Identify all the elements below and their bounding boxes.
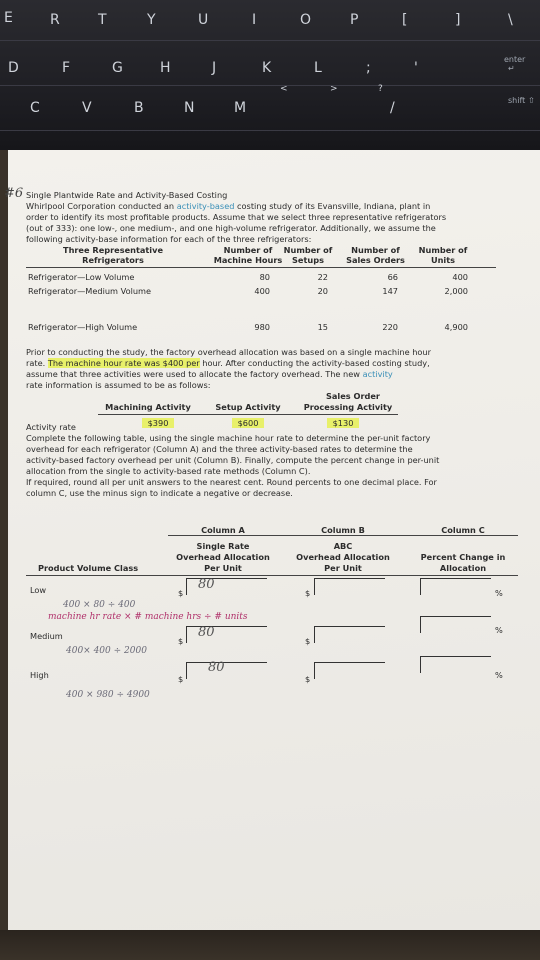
para-line: rate information is assumed to be as follows:	[26, 380, 211, 390]
key-less-than: <	[280, 84, 288, 94]
key-shift: shift	[508, 96, 526, 105]
key-n: N	[184, 100, 195, 116]
col-b-header: Overhead Allocation	[296, 552, 390, 562]
col-b-header: Per Unit	[324, 563, 362, 573]
key-l: L	[314, 60, 322, 76]
table-cell: 400	[254, 286, 270, 296]
rate-value: $390	[128, 418, 188, 429]
dollar-sign: $	[178, 588, 184, 598]
key-o: O	[300, 12, 312, 28]
key-bracket-left: [	[402, 12, 408, 28]
instruction-line: Complete the following table, using the single machine hour rate to determine the per-unit factory	[26, 433, 431, 443]
table-cell: 80	[259, 272, 270, 282]
col-c-header: Percent Change in	[420, 552, 506, 562]
para-line: Prior to conducting the study, the factory overhead allocation was based on a single machine hour	[26, 347, 431, 357]
medium-col-c-input[interactable]	[420, 616, 491, 633]
instruction-line: overhead for each refrigerator (Column A) and the three activity-based rates to determine the	[26, 444, 413, 454]
col-header: Number of	[283, 245, 333, 255]
col-c-title: Column C	[441, 525, 485, 535]
rate-header: Processing Activity	[303, 402, 393, 412]
col-header: Number of	[351, 245, 400, 255]
rate-header: Sales Order	[326, 391, 380, 401]
low-col-a-value: 80	[198, 577, 215, 592]
key-d: D	[8, 60, 19, 76]
key-j: J	[212, 60, 217, 76]
key-row-divider	[0, 40, 540, 41]
col-header: Setups	[292, 255, 324, 265]
key-f: F	[62, 60, 71, 76]
table-cell: 20	[317, 286, 328, 296]
intro-line: following activity-base information for each of the three refrigerators:	[26, 234, 312, 244]
key-t: T	[98, 12, 107, 28]
key-u: U	[198, 12, 209, 28]
instruction-line: allocation from the single to activity-based rate methods (Column C).	[26, 466, 311, 476]
table-cell: 400	[452, 272, 468, 282]
col-header: Sales Orders	[346, 255, 405, 265]
key-y: Y	[147, 12, 156, 28]
key-c: C	[30, 100, 40, 116]
dollar-sign: $	[305, 674, 311, 684]
rate-value: $130	[318, 418, 368, 429]
row-label-medium: Medium	[30, 631, 63, 641]
high-col-c-input[interactable]	[420, 656, 491, 673]
key-backslash: \	[508, 12, 513, 28]
keyboard	[0, 0, 540, 150]
high-col-a-input[interactable]	[186, 662, 267, 679]
key-row-divider	[0, 130, 540, 131]
worksheet-paper	[4, 150, 540, 930]
highlighted-rate: The machine hour rate was $400 per	[47, 358, 200, 368]
col-a-header: Single Rate	[196, 541, 250, 551]
table-cell: 22	[317, 272, 328, 282]
table-rule	[26, 267, 496, 268]
col-header: Number of	[418, 245, 468, 255]
rate-row-label: Activity rate	[26, 422, 76, 432]
shift-arrow-icon: ⇧	[528, 96, 535, 105]
low-col-b-input[interactable]	[314, 578, 385, 595]
key-quote: '	[414, 60, 418, 76]
key-greater-than: >	[330, 84, 338, 94]
table-surface	[0, 930, 540, 960]
key-e: E	[4, 10, 13, 26]
low-col-c-input[interactable]	[420, 578, 491, 595]
medium-col-b-input[interactable]	[314, 626, 385, 643]
percent-sign: %	[495, 625, 503, 635]
handwritten-high-calc: 400 × 980 ÷ 4900	[66, 690, 150, 700]
table-rule	[98, 414, 398, 415]
rate-header: Machining Activity	[105, 402, 191, 412]
instruction-line: activity-based factory overhead per unit (Column B). Finally, compute the percent change in per-unit	[26, 455, 440, 465]
para-line: assume that three activities were used to allocate the factory overhead. The new activity	[26, 369, 393, 379]
col-a-title: Column A	[201, 525, 245, 535]
col-a-header: Overhead Allocation	[176, 552, 270, 562]
dollar-sign: $	[305, 636, 311, 646]
table-row-label: Refrigerator—Low Volume	[28, 272, 135, 282]
problem-mark: #6	[4, 186, 24, 201]
table-row-label: Refrigerator—Medium Volume	[28, 286, 152, 296]
col-header: Three Representative	[62, 245, 164, 255]
row-label-high: High	[30, 670, 49, 680]
key-row-divider	[0, 85, 540, 86]
enter-arrow-icon: ↵	[508, 64, 515, 73]
col-header: Refrigerators	[82, 255, 144, 265]
table-cell: 147	[382, 286, 398, 296]
dollar-sign: $	[178, 636, 184, 646]
rate-header: Setup Activity	[215, 402, 281, 412]
intro-line: order to identify its most profitable products. Assume that we select three representative refrigerators	[26, 212, 447, 222]
high-col-a-value: 80	[208, 660, 225, 675]
key-g: G	[112, 60, 123, 76]
col-b-title: Column B	[321, 525, 365, 535]
table-cell: 220	[382, 322, 398, 332]
instruction-line: If required, round all per unit answers to the nearest cent. Round percents to one decimal place. For	[26, 477, 437, 487]
key-h: H	[160, 60, 171, 76]
key-v: V	[82, 100, 92, 116]
key-m: M	[234, 100, 247, 116]
table-row-label: Refrigerator—High Volume	[28, 322, 138, 332]
instruction-line: column C, use the minus sign to indicate a negative or decrease.	[26, 488, 293, 498]
rate-value: $600	[223, 418, 273, 429]
col-header: Machine Hours	[213, 255, 283, 265]
table-cell: 2,000	[444, 286, 468, 296]
para-line: rate. The machine hour rate was $400 per hour. After conducting the activity-based costing study,	[26, 358, 430, 368]
handwritten-low-calc: 400 × 80 ÷ 400	[63, 600, 136, 610]
key-k: K	[262, 60, 272, 76]
medium-col-a-value: 80	[198, 625, 215, 640]
percent-sign: %	[495, 670, 503, 680]
problem-title: Single Plantwide Rate and Activity-Based Costing	[26, 190, 228, 200]
key-i: I	[252, 12, 257, 28]
key-question: ?	[378, 84, 383, 94]
key-semicolon: ;	[366, 60, 371, 76]
key-enter: enter	[504, 55, 526, 64]
high-col-b-input[interactable]	[314, 662, 385, 679]
handwritten-formula: machine hr rate × # machine hrs ÷ # units	[48, 612, 248, 622]
intro-line: Whirlpool Corporation conducted an activity-based costing study of its Evansville, Indiana, plant in	[26, 201, 431, 211]
dollar-sign: $	[305, 588, 311, 598]
handwritten-medium-calc: 400× 400 ÷ 2000	[66, 646, 147, 656]
col-a-header: Per Unit	[204, 563, 242, 573]
dollar-sign: $	[178, 674, 184, 684]
col-header: Units	[430, 255, 456, 265]
percent-sign: %	[495, 588, 503, 598]
table-cell: 4,900	[444, 322, 468, 332]
first-col-header: Product Volume Class	[38, 563, 139, 573]
row-label-low: Low	[30, 585, 47, 595]
table-cell: 15	[317, 322, 328, 332]
table-rule	[26, 575, 518, 576]
key-r: R	[50, 12, 60, 28]
key-p: P	[350, 12, 359, 28]
table-cell: 66	[387, 272, 398, 282]
key-bracket-right: ]	[455, 12, 461, 28]
key-slash: /	[390, 100, 395, 116]
intro-line: (out of 333): one low-, one medium-, and one high-volume refrigerator. Additionally, we assume the	[26, 223, 436, 233]
col-c-header: Allocation	[439, 563, 487, 573]
key-b: B	[134, 100, 144, 116]
col-header: Number of	[223, 245, 273, 255]
col-b-header: ABC	[333, 541, 353, 551]
table-cell: 980	[254, 322, 270, 332]
